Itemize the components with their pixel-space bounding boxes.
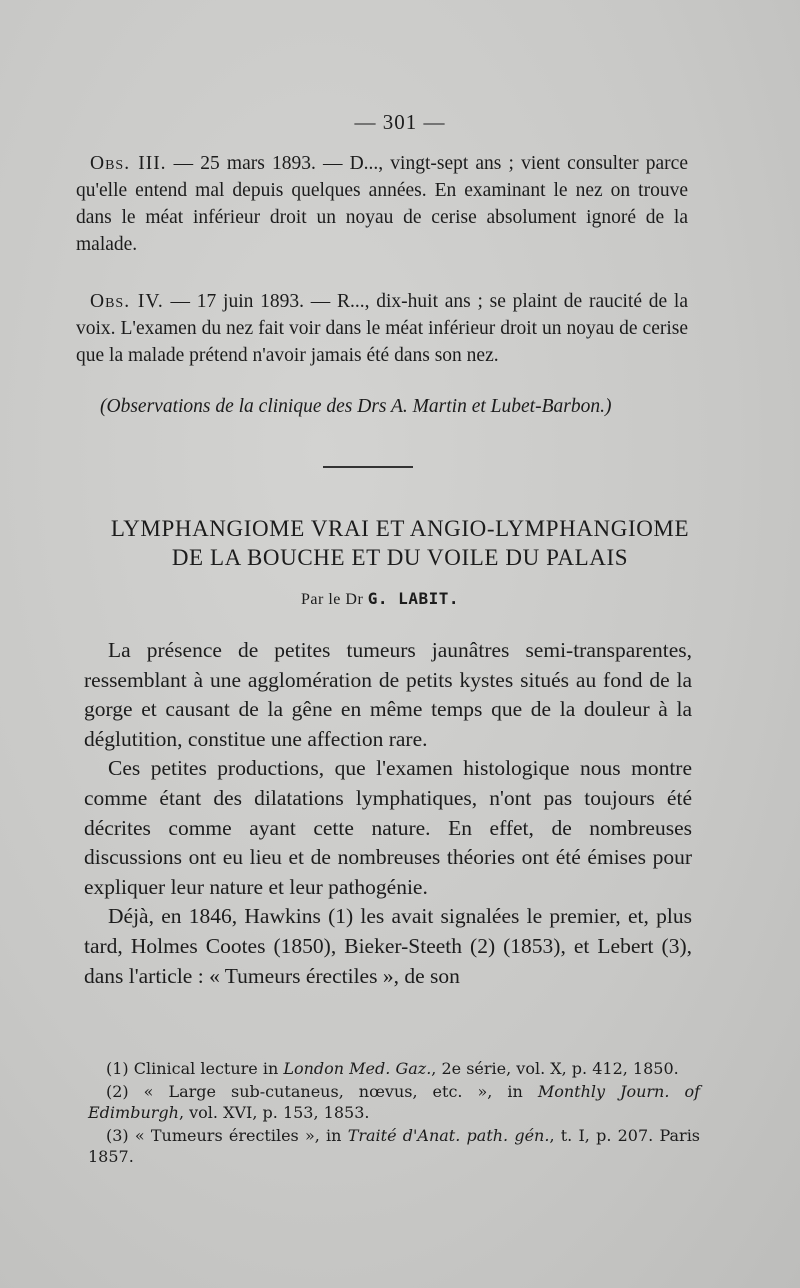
article-title-line-2: DE LA BOUCHE ET DU VOILE DU PALAIS [171,545,629,570]
footnote-text: (3) « Tumeurs érectiles », in [106,1126,348,1145]
observation-3-text: — 25 mars 1893. — D..., vingt-sept ans ; vient consulter parce qu'elle entend mal depuis quelques années. En examinant le nez on trouve dans le méat inférieur droit un noyau de cerise absolument ignoré de la malade. [76,153,688,255]
section-divider [323,466,413,468]
observation-4-lead: Obs. IV. [90,291,164,312]
observation-4-text: — 17 juin 1893. — R..., dix-huit ans ; se plaint de raucité de la voix. L'examen du nez fait voir dans le méat inférieur droit un noyau de cerise que la malade prétend n'avoir jamais été dans son nez. [76,291,688,366]
footnote-text: (1) Clinical lecture in [106,1059,284,1078]
observation-4 [76,288,688,369]
page-number: — 301 — [354,110,446,134]
article-byline [0,589,760,609]
body-paragraph: La présence de petites tumeurs jaunâtres semi-transparentes, ressemblant à une agglomération de petits kystes situés au fond de la gorge et causant de la gêne en même temps que de la douleur à la déglutition, constitue une affection rare. [84,638,692,751]
footnote [88,1058,700,1079]
body-paragraph: Déjà, en 1846, Hawkins (1) les avait signalées le premier, et, plus tard, Holmes Cootes (1850), Bieker-Steeth (2) (1853), et Lebert (3), dans l'article : « Tumeurs érectiles », de son [84,904,692,988]
observation-credit: (Observations de la clinique des Drs A. Martin et Lubet-Barbon.) [100,396,612,417]
footnote [88,1081,700,1123]
observation-3-lead: Obs. III. [90,153,167,174]
footnote-detail: , vol. XVI, p. 153, 1853. [178,1103,370,1122]
article-body [84,636,692,991]
footnote-source: London Med. Gaz. [283,1059,432,1078]
article-title-line-1: LYMPHANGIOME VRAI ET ANGIO-LYMPHANGIOME [110,516,690,541]
article-title [70,514,730,572]
footnote-detail: , t. I, p. 207. Paris 1857. [88,1126,701,1166]
observation-3 [76,150,688,258]
footnote-source: Monthly Journ. of Edimburgh [88,1082,700,1122]
byline-prefix: Par le Dr [301,591,368,608]
body-paragraph: Ces petites productions, que l'examen histologique nous montre comme étant des dilatations lymphatiques, n'ont pas toujours été décrites comme ayant cette nature. En effet, de nombreuses discussions ont eu lieu et de nombreuses théories ont été émises pour expliquer leur nature et leur pathogénie. [84,756,692,899]
footnote-source: Traité d'Anat. path. gén. [347,1126,550,1145]
footnote-detail: , 2e série, vol. X, p. 412, 1850. [431,1059,679,1078]
footnote [88,1125,700,1167]
author-name: G. LABIT. [367,589,459,608]
footnotes [88,1058,700,1169]
footnote-text: (2) « Large sub-cutaneus, nœvus, etc. », in [106,1082,538,1101]
